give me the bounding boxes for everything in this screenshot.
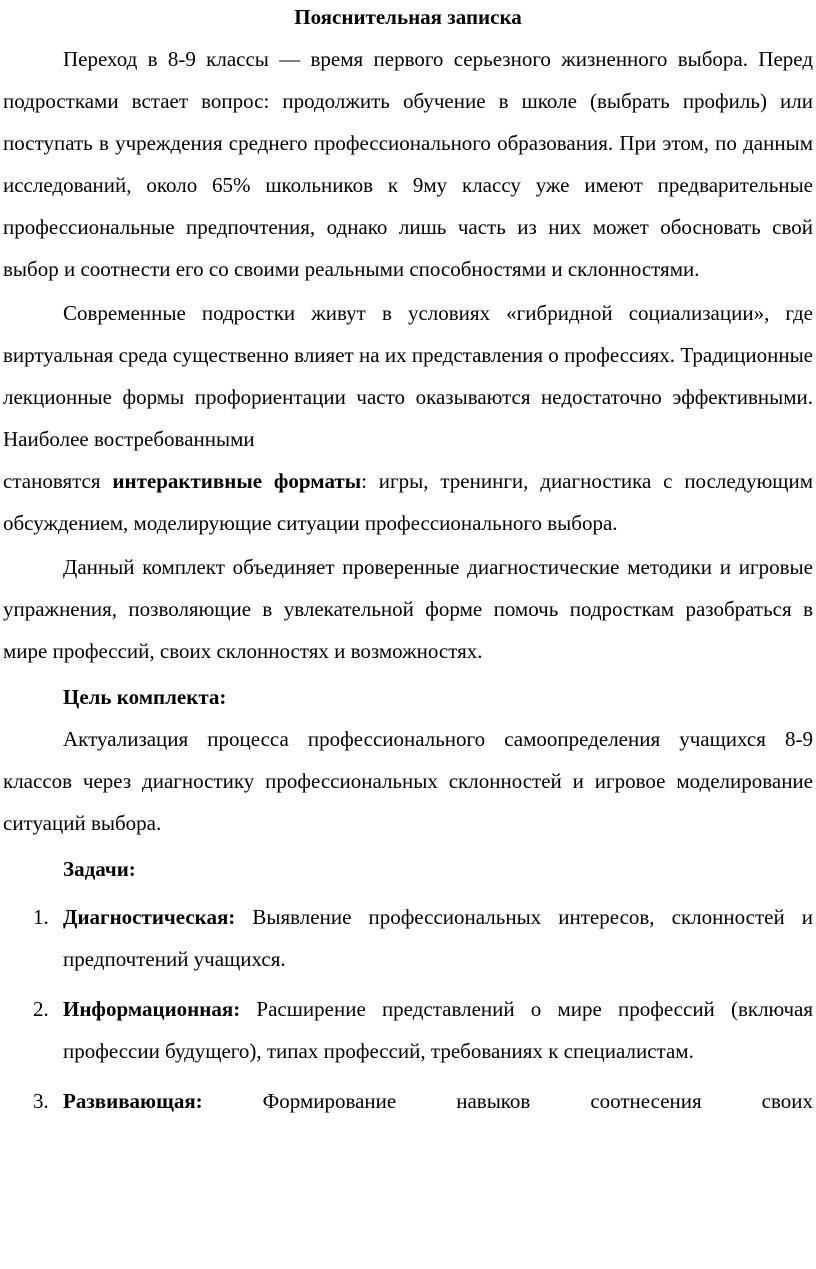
goal-heading: Цель комплекта:: [63, 685, 227, 709]
task-item: [3, 1080, 813, 1122]
task-item: [3, 988, 813, 1072]
document-title: Пояснительная записка: [294, 5, 522, 29]
document-page: [3, 0, 813, 1130]
task-label: Развивающая:: [63, 1089, 203, 1113]
paragraph-socialization: [3, 292, 813, 544]
task-label: Диагностическая:: [63, 905, 236, 929]
task-number: 1.: [33, 905, 49, 929]
task-item: [3, 896, 813, 980]
task-text: Расширение представлений о мире профессий (включая профессии будущего), типах профессий, требованиях к специалистам.: [63, 997, 813, 1063]
paragraph-socialization-text: Современные подростки живут в условиях «гибридной социализации», где виртуальная среда существенно влияет на их представления о профессиях. Традиционные лекционные формы профориентации часто оказываются недостаточно эффективными. Наиболее востребованными: [3, 301, 813, 451]
task-label: Информационная:: [63, 997, 241, 1021]
task-text: Формирование навыков соотнесения своих: [262, 1089, 813, 1113]
goal-text: Актуализация процесса профессионального самоопределения учащихся 8-9 классов через диагностику профессиональных склонностей и игровое моделирование ситуаций выбора.: [3, 727, 813, 835]
interactive-formats-term: интерактивные форматы: [112, 469, 362, 493]
task-text: Выявление профессиональных интересов, склонностей и предпочтений учащихся.: [63, 905, 813, 971]
paragraph-kit-description: Данный комплект объединяет проверенные диагностические методики и игровые упражнения, позволяющие в увлекательной форме помочь подросткам разобраться в мире профессий, своих склонностях и возможностях.: [3, 555, 813, 663]
task-number: 3.: [33, 1089, 49, 1113]
task-number: 2.: [33, 997, 49, 1021]
paragraph-socialization-lead: становятся: [3, 469, 101, 493]
tasks-list: [3, 896, 813, 1122]
paragraph-socialization-rest: : игры, тренинги, диагностика с последующим обсуждением, моделирующие ситуации профессионального выбора.: [3, 469, 813, 535]
tasks-heading: Задачи:: [63, 857, 136, 881]
paragraph-intro: Переход в 8-9 классы — время первого серьезного жизненного выбора. Перед подростками встает вопрос: продолжить обучение в школе (выбрать профиль) или поступать в учреждения среднего профессионального образования. При этом, по данным исследований, около 65% школьников к 9му классу уже имеют предварительные профессиональные предпочтения, однако лишь часть из них может обосновать свой выбор и соотнести его со своими реальными способностями и склонностями.: [3, 47, 813, 281]
